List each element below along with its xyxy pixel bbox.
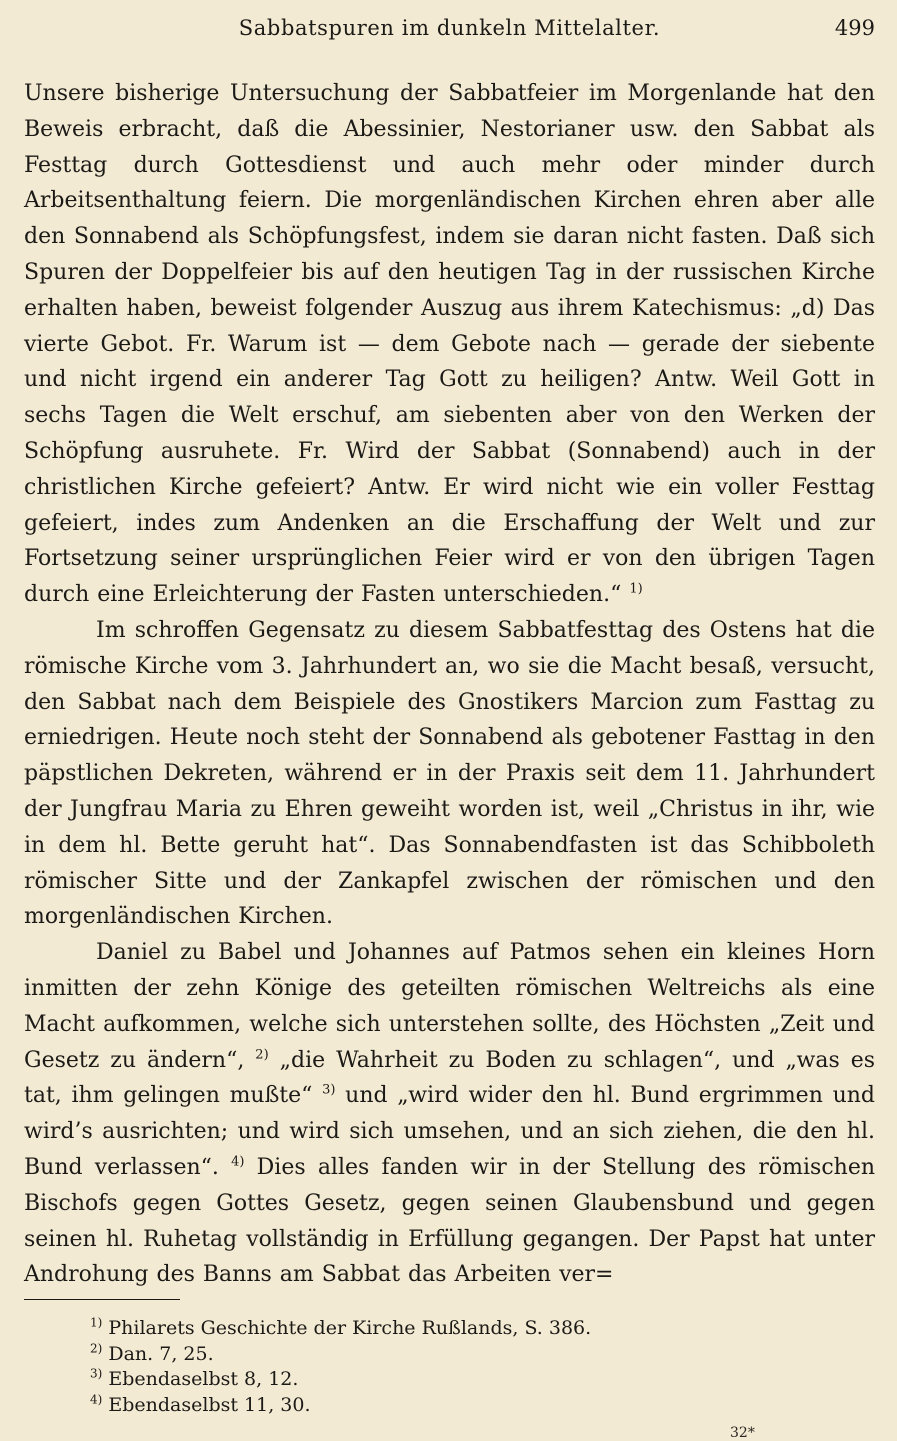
footnote-4 xyxy=(90,1393,875,1419)
footnote-mark: 4) xyxy=(90,1392,103,1407)
footnote-text: Philarets Geschichte der Kirche Rußlands, S. 386. xyxy=(102,1317,592,1339)
footnote-ref-3: 3) xyxy=(322,1082,336,1098)
running-title: Sabbatspuren im dunkeln Mittelalter. xyxy=(238,16,661,40)
footnote-1 xyxy=(90,1316,875,1342)
footnote-text: Ebendaselbst 8, 12. xyxy=(102,1368,299,1391)
paragraph-text: „die Wahrheit zu Boden zu schlagen“, und „was es tat, ihm gelingen mußte“ xyxy=(24,1047,876,1109)
body-text xyxy=(24,76,875,1293)
footnote-divider xyxy=(24,1299,180,1300)
running-head xyxy=(24,14,875,44)
paragraph-text: Im schroffen Gegensatz zu diesem Sabbatfesttag des Ostens hat die römische Kirche vom 3. Jahrhundert an, wo sie die Macht besaß, versucht, den Sabbat nach dem Beispiele des Gnostikers Marcion zum Fasttag zu erniedrigen. Heute noch steht der Sonnabend als gebotener Fasttag in den päpstlichen Dekreten, während er in der Praxis seit dem 11. Jahrhundert der Jungfrau Maria zu Ehren geweiht worden ist, weil „Christus in ihr, wie in dem hl. Bette geruht hat“. Das Sonnabendfasten ist das Schibboleth römischer Sitte und der Zankapfel zwischen der römischen und den morgenländischen Kirchen. xyxy=(24,617,875,930)
footnote-mark: 3) xyxy=(90,1366,103,1381)
footnote-mark: 2) xyxy=(90,1341,103,1356)
footnote-mark: 1) xyxy=(90,1315,103,1330)
footnote-ref-2: 2) xyxy=(255,1047,269,1063)
footnotes xyxy=(90,1316,875,1418)
footnote-3 xyxy=(90,1367,875,1393)
signature-mark: 32* xyxy=(730,1425,755,1441)
paragraph-text: Dies alles fanden wir in der Stellung des römischen Bischofs gegen Gottes Gesetz, gegen seinen Glaubensbund und gegen seinen hl. Ruhetag vollständig in Erfüllung gegangen. Der Papst hat unter Androhung des Banns am Sabbat das Arbeiten ver= xyxy=(24,1154,876,1288)
paragraph-2 xyxy=(24,613,875,935)
paragraph-3 xyxy=(24,935,875,1293)
footnote-2 xyxy=(90,1342,875,1368)
footnote-text: Dan. 7, 25. xyxy=(102,1342,214,1365)
paragraph-text: Unsere bisherige Untersuchung der Sabbatfeier im Morgenlande hat den Beweis erbracht, daß die Abessinier, Nestorianer usw. den Sabbat als Festtag durch Gottesdienst und auch mehr oder minder durch Arbeitsenthaltung feiern. Die morgenländischen Kirchen ehren aber alle den Sonnabend als Schöpfungsfest, indem sie daran nicht fasten. Daß sich Spuren der Doppelfeier bis auf den heutigen Tag in der russischen Kirche erhalten haben, beweist folgender Auszug aus ihrem Katechismus: „d) Das vierte Gebot. Fr. Warum ist — dem Gebote nach — gerade der siebente und nicht irgend ein anderer Tag Gott zu heiligen? Antw. Weil Gott in sechs Tagen die Welt erschuf, am siebenten aber von den Werken der Schöpfung ausruhete. Fr. Wird der Sabbat (Sonnabend) auch in der christlichen Kirche gefeiert? Antw. Er wird nicht wie ein voller Festtag gefeiert, indes zum Andenken an die Erschaffung der Welt und zur Fortsetzung seiner ursprünglichen Feier wird er von den übrigen Tagen durch eine Erleichterung der Fasten unterschieden.“ xyxy=(24,81,875,608)
footnote-ref-1: 1) xyxy=(629,581,643,597)
page-number: 499 xyxy=(834,16,875,40)
paragraph-1 xyxy=(24,76,875,613)
paragraph-text: und „wird wider den hl. Bund ergrimmen und wird’s ausrichten; und wird sich umsehen, und an sich ziehen, die den hl. Bund verlassen“. xyxy=(24,1083,875,1180)
footnote-text: Ebendaselbst 11, 30. xyxy=(102,1393,311,1416)
footnote-ref-4: 4) xyxy=(231,1154,245,1170)
paragraph-text: Daniel zu Babel und Johannes auf Patmos sehen ein kleines Horn inmitten der zehn Könige des geteilten römischen Weltreichs als eine Macht aufkommen, welche sich unterstehen sollte, des Höchsten „Zeit und Gesetz zu ändern“, xyxy=(24,940,875,1073)
